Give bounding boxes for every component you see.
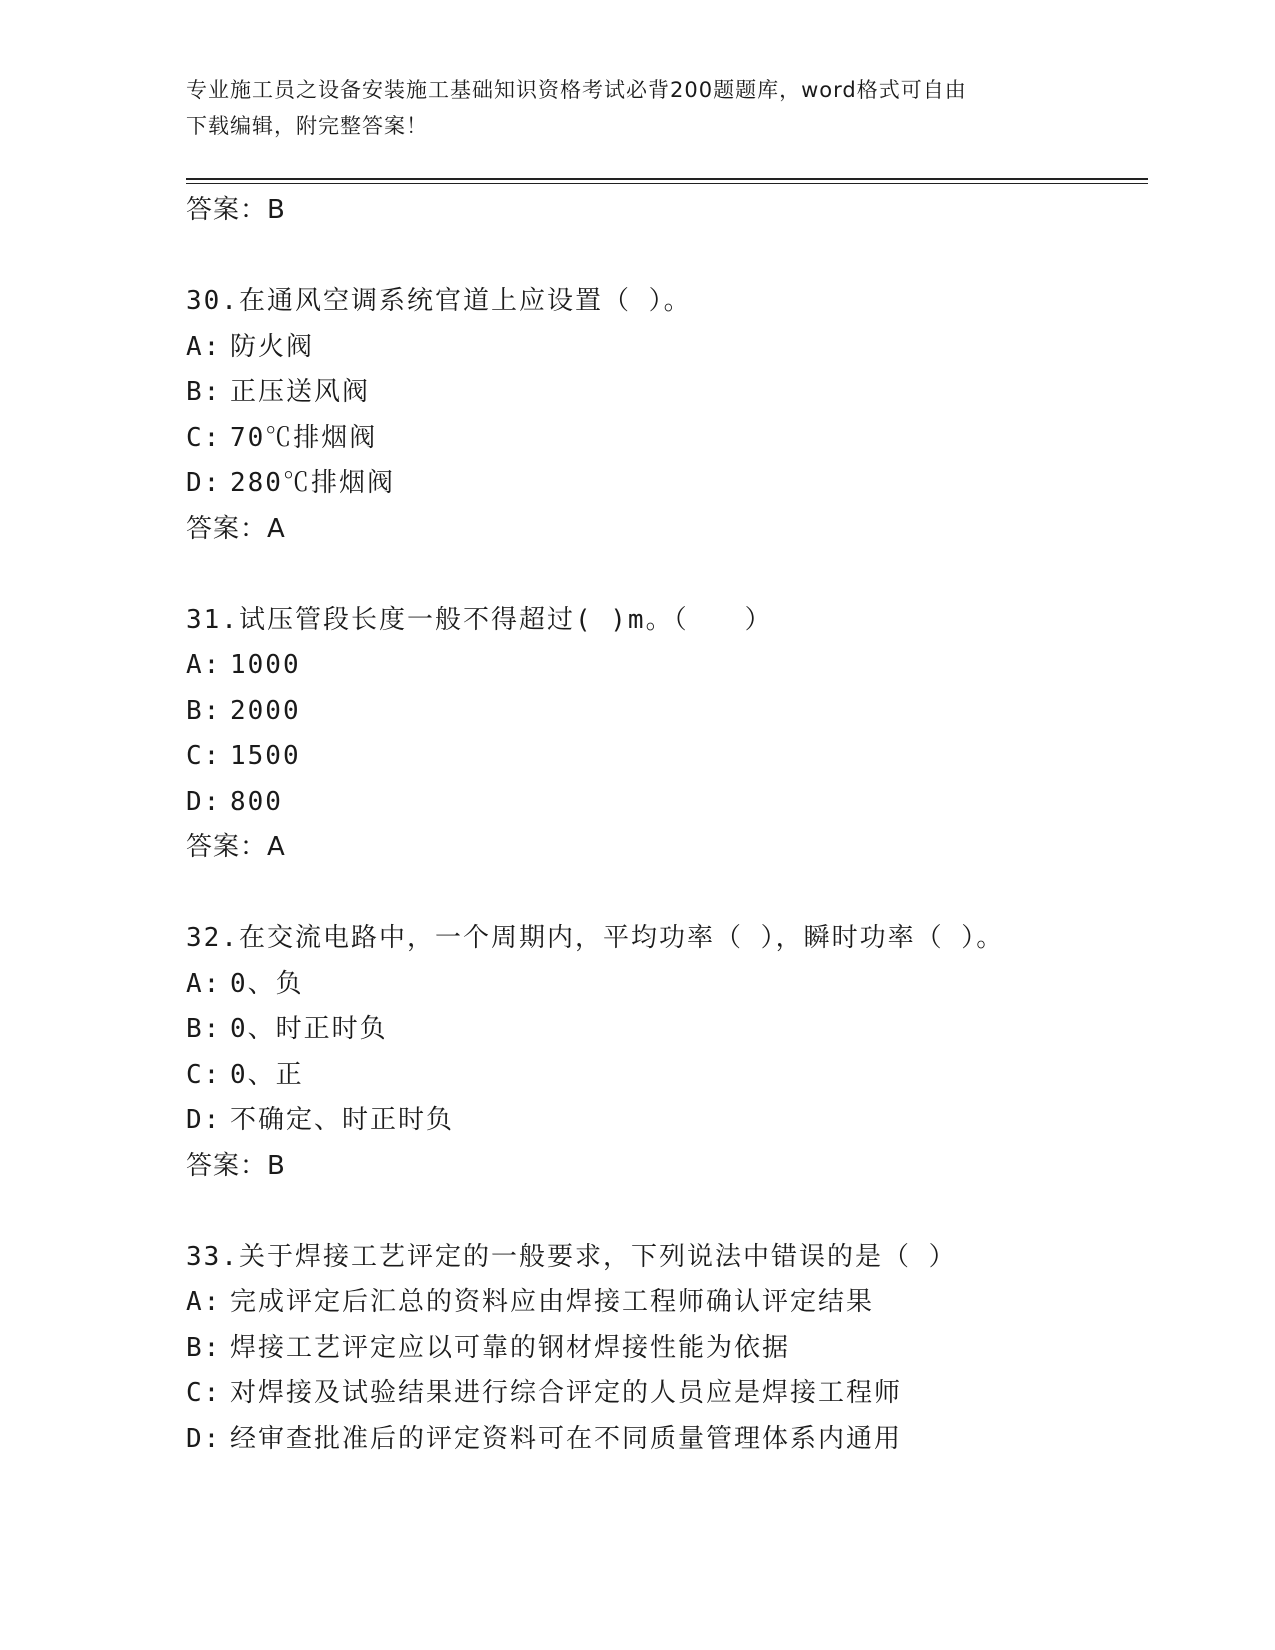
- option-a: [186, 643, 1148, 689]
- option-label: A:: [186, 650, 222, 680]
- option-c: [186, 734, 1148, 780]
- option-d: [186, 1098, 1148, 1144]
- option-label: D:: [186, 786, 222, 817]
- document-header: [186, 72, 1066, 144]
- answer-31: 答案：A: [186, 832, 286, 862]
- option-c: [186, 1371, 1148, 1417]
- option-a: [186, 325, 1148, 371]
- option-c: [186, 416, 1148, 462]
- option-text: 完成评定后汇总的资料应由焊接工程师确认评定结果: [230, 1287, 875, 1317]
- header-divider-thick: [186, 178, 1148, 180]
- question-33: [186, 1235, 1148, 1463]
- option-text: 焊接工艺评定应以可靠的钢材焊接性能为依据: [230, 1332, 791, 1363]
- option-text: 2000: [230, 695, 301, 726]
- option-label: A:: [186, 1287, 222, 1317]
- question-30: [186, 279, 1148, 552]
- answer-30: 答案：A: [186, 513, 286, 544]
- option-label: B:: [186, 1014, 222, 1044]
- option-text: 1000: [230, 650, 301, 680]
- option-a: [186, 962, 1148, 1008]
- option-text: 0、时正时负: [230, 1014, 388, 1044]
- option-text: 1500: [230, 741, 301, 771]
- header-line-1: 专业施工员之设备安装施工基础知识资格考试必背200题题库，word格式可自由: [186, 78, 967, 102]
- option-text: 正压送风阀: [230, 377, 371, 407]
- option-label: D:: [186, 468, 222, 498]
- option-text: 经审查批准后的评定资料可在不同质量管理体系内通用: [230, 1423, 903, 1454]
- question-list: [186, 188, 1148, 1462]
- answer-32: 答案：B: [186, 1150, 286, 1181]
- option-text: 800: [230, 786, 283, 817]
- answer-29: 答案：B: [186, 195, 286, 225]
- option-b: [186, 689, 1148, 735]
- option-a: [186, 1280, 1148, 1326]
- header-line-2: 下载编辑，附完整答案！: [186, 114, 428, 138]
- option-text: 对焊接及试验结果进行综合评定的人员应是焊接工程师: [230, 1378, 903, 1408]
- question-stem: 33.关于焊接工艺评定的一般要求，下列说法中错误的是（ ）: [186, 1241, 957, 1272]
- option-text: 280℃排烟阀: [230, 468, 395, 498]
- option-d: [186, 1417, 1148, 1463]
- option-label: C:: [186, 741, 222, 771]
- option-label: D:: [186, 1105, 222, 1135]
- option-label: B:: [186, 377, 222, 407]
- question-32: [186, 916, 1148, 1189]
- option-b: [186, 1007, 1148, 1053]
- option-c: [186, 1053, 1148, 1099]
- question-stem: 30.在通风空调系统官道上应设置（ ）。: [186, 286, 692, 316]
- option-label: B:: [186, 695, 222, 726]
- header-divider-thin: [186, 183, 1148, 184]
- option-label: D:: [186, 1423, 222, 1454]
- option-d: [186, 461, 1148, 507]
- question-stem: 32.在交流电路中，一个周期内，平均功率（ ），瞬时功率（ ）。: [186, 923, 1005, 953]
- option-text: 0、正: [230, 1059, 304, 1090]
- option-b: [186, 370, 1148, 416]
- question-stem: 31.试压管段长度一般不得超过( )m。（ ）: [186, 604, 773, 635]
- option-text: 防火阀: [230, 331, 315, 362]
- option-text: 70℃排烟阀: [230, 422, 378, 453]
- option-text: 0、负: [230, 968, 304, 999]
- question-31: [186, 598, 1148, 871]
- option-label: A:: [186, 331, 222, 362]
- option-label: C:: [186, 1059, 222, 1090]
- option-label: C:: [186, 1378, 222, 1408]
- option-text: 不确定、时正时负: [230, 1105, 455, 1135]
- option-label: C:: [186, 422, 222, 453]
- option-d: [186, 780, 1148, 826]
- option-b: [186, 1326, 1148, 1372]
- option-label: A:: [186, 968, 222, 999]
- option-label: B:: [186, 1332, 222, 1363]
